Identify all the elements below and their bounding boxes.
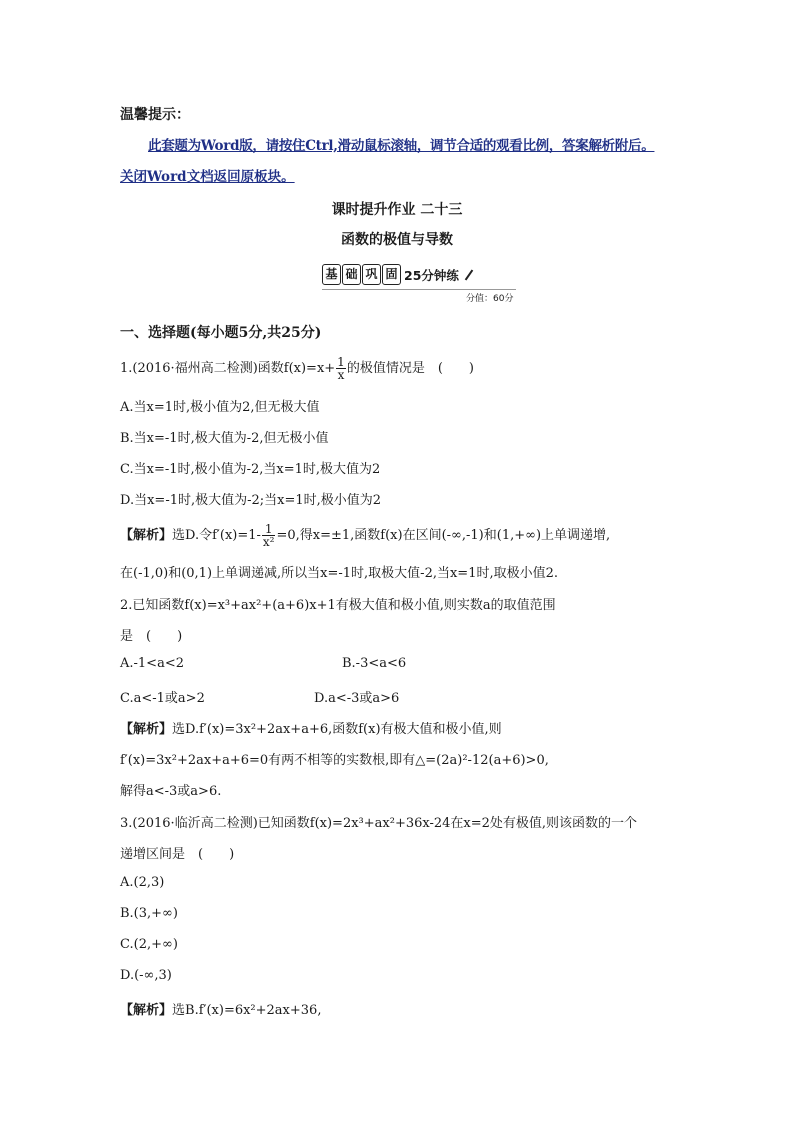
score-label: 分值：60分 [466, 294, 514, 304]
q3-option-a: A.(2,3) [120, 875, 165, 890]
q1-option-c: C.当x=-1时,极小值为-2,当x=1时,极大值为2 [120, 462, 381, 477]
q1-option-d: D.当x=-1时,极大值为-2;当x=1时,极小值为2 [120, 493, 382, 508]
q1-stem-a: 1.(2016·福州高二检测)函数f(x)=x+ [120, 361, 336, 376]
q1-answer-line-1 [120, 523, 610, 548]
q2-option-b: B.-3<a<6 [342, 656, 407, 671]
q2-option-c: C.a<-1或a>2 [120, 691, 205, 706]
section-heading: 一、选择题(每小题5分,共25分) [120, 325, 322, 341]
q1-stem-b: 的极值情况是 ( ) [346, 361, 474, 376]
badge-char-4: 固 [382, 264, 401, 285]
q1-option-a: A.当x=1时,极小值为2,但无极大值 [120, 400, 320, 415]
q1-answer-line-2: 在(-1,0)和(0,1)上单调递减,所以当x=-1时,取极大值-2,当x=1时,取极小值2. [120, 566, 559, 581]
q3-option-c: C.(2,+∞) [120, 937, 178, 952]
q3-answer-line-1 [120, 999, 321, 1018]
tips-line-2: 关闭Word文档返回原板块。 [120, 169, 295, 185]
q2-answer-a: 选D.f′(x)=3x²+2ax+a+6,函数f(x)有极大值和极小值,则 [172, 722, 502, 737]
q3-stem-line-1: 3.(2016·临沂高二检测)已知函数f(x)=2x³+ax²+36x-24在x=2处有极值,则该函数的一个 [120, 816, 638, 831]
q2-stem-line-2: 是 ( ) [120, 629, 183, 644]
q1-stem [120, 356, 474, 381]
q3-answer-a: 选B.f′(x)=6x²+2ax+36, [172, 1003, 322, 1018]
q2-stem-line-1: 2.已知函数f(x)=x³+ax²+(a+6)x+1有极大值和极小值,则实数a的取值范围 [120, 598, 556, 613]
page-subtitle: 函数的极值与导数 [341, 232, 453, 248]
q3-stem-line-2: 递增区间是 ( ) [120, 847, 235, 862]
badge-minutes: 25分钟练 [404, 267, 459, 283]
tips-title: 温馨提示： [120, 107, 190, 123]
q2-answer-line-2: f′(x)=3x²+2ax+a+6=0有两不相等的实数根,即有△=(2a)²-12(a+6)>0, [120, 753, 549, 768]
q2-answer-line-3: 解得a<-3或a>6. [120, 784, 222, 799]
q2-answer-tag: 【解析】 [120, 722, 173, 737]
q2-option-a: A.-1<a<2 [120, 656, 184, 671]
q2-option-d: D.a<-3或a>6 [314, 691, 400, 706]
q3-option-d: D.(-∞,3) [120, 968, 172, 983]
q1-answer-a: 选D.令f′(x)=1- [172, 528, 261, 543]
q1-answer-fraction [262, 523, 276, 548]
q1-frac-den: x [337, 368, 345, 382]
q1-fraction [336, 356, 346, 381]
badge-char-1: 基 [322, 264, 341, 285]
pen-stroke-icon [465, 269, 474, 280]
q1-answer-tag: 【解析】 [120, 528, 173, 543]
page-title: 课时提升作业 二十三 [331, 202, 463, 218]
badge-char-3: 巩 [362, 264, 381, 285]
q1-answer-frac-den: x² [262, 535, 275, 549]
q3-option-b: B.(3,+∞) [120, 906, 178, 921]
badge-char-2: 础 [342, 264, 361, 285]
q1-answer-frac-num: 1 [264, 522, 273, 536]
tips-line-1: 此套题为Word版，请按住Ctrl,滑动鼠标滚轴，调节合适的观看比例，答案解析附后。 [148, 138, 655, 154]
q1-option-b: B.当x=-1时,极大值为-2,但无极小值 [120, 431, 329, 446]
q2-answer-line-1 [120, 718, 502, 737]
q1-answer-b: =0,得x=±1,函数f(x)在区间(-∞,-1)和(1,+∞)上单调递增, [276, 528, 611, 543]
score-divider [322, 289, 516, 290]
practice-badge [322, 264, 475, 285]
q1-frac-num: 1 [337, 355, 345, 369]
q3-answer-tag: 【解析】 [120, 1003, 173, 1018]
